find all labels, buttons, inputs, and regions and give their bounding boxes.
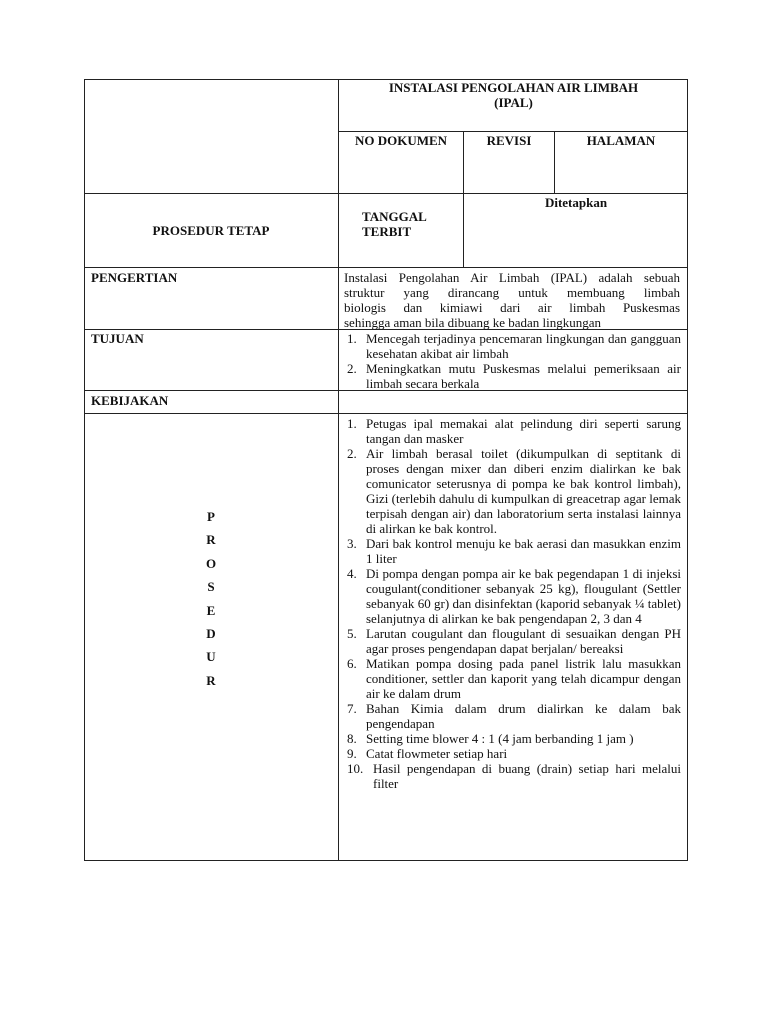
list-item: 1. Petugas ipal memakai alat pelindung diri seperti sarung tangan dan masker: [347, 416, 681, 446]
tujuan-list: [347, 331, 681, 391]
list-item: 8. Setting time blower 4 : 1 (4 jam berbanding 1 jam ): [347, 731, 634, 746]
prosedur-tetap-label: PROSEDUR TETAP: [152, 223, 270, 238]
list-item: 2. Meningkatkan mutu Puskesmas melalui pemeriksaan air limbah secara berkala: [347, 361, 681, 391]
revisi-label: REVISI: [486, 133, 532, 148]
list-item: 9. Catat flowmeter setiap hari: [347, 746, 508, 761]
kebijakan-label: KEBIJAKAN: [91, 393, 169, 408]
list-item: 6. Matikan pompa dosing pada panel listrik lalu masukkan conditioner, settler dan kaporit yang telah dicampur dengan air ke dalam drum: [347, 656, 681, 701]
table-border-left: [84, 79, 85, 861]
list-item: 1. Mencegah terjadinya pencemaran lingkungan dan gangguan kesehatan akibat air limbah: [347, 331, 681, 361]
table-border-bottom: [84, 860, 688, 861]
pengertian-label: PENGERTIAN: [91, 270, 178, 285]
list-item: 5. Larutan cougulant dan flougulant di sesuaikan dengan PH agar proses pengendapan dapat berjalan/ bereaksi: [347, 626, 681, 656]
row-divider-2: [84, 267, 688, 268]
no-dokumen-label: NO DOKUMEN: [354, 133, 448, 148]
list-item: 10. Hasil pengendapan di buang (drain) setiap hari melalui filter: [347, 761, 681, 791]
tanggal-terbit-label: TANGGAL TERBIT: [362, 209, 427, 239]
ditetapkan-label: Ditetapkan: [544, 195, 608, 210]
row-divider-5: [84, 413, 688, 414]
tujuan-label: TUJUAN: [91, 331, 144, 346]
prosedur-vertical-label: P R O S E D U R: [205, 509, 217, 688]
halaman-label: HALAMAN: [586, 133, 656, 148]
column-divider: [338, 79, 339, 861]
list-item: 3. Dari bak kontrol menuju ke bak aerasi dan masukkan enzim 1 liter: [347, 536, 681, 566]
header-divider: [339, 131, 688, 132]
prosedur-list: [347, 416, 681, 791]
document-title: INSTALASI PENGOLAHAN AIR LIMBAH (IPAL): [388, 80, 639, 110]
list-item: 7. Bahan Kimia dalam drum dialirkan ke dalam bak pengendapan: [347, 701, 681, 731]
pengertian-text: Instalasi Pengolahan Air Limbah (IPAL) adalah sebuah struktur yang dirancang untuk membuang limbah biologis dan kimiawi dari air limbah Puskesmas sehingga aman bila dibuang ke badan lingkungan: [344, 270, 680, 330]
row-divider-1: [84, 193, 688, 194]
list-item: 2. Air limbah berasal toilet (dikumpulkan di septitank di proses dengan mixer dan diberi enzim dialirkan ke bak comunicator seterusnya di pompa ke bak kontrol limbah), Gizi (terlebih dahulu di kumpulkan di greacetrap agar lemak terpisah dengan air) dan laboratorium serta instalasi lainnya di alirkan ke bak kontrol.: [347, 446, 681, 536]
list-item: 4. Di pompa dengan pompa air ke bak pegendapan 1 di injeksi cougulant(conditioner sebanyak 25 kg), flougulant (Settler sebanyak 60 gr) dan disinfektan (kaporid sebanyak ¼ tablet) selanjutnya di alirkan ke bak pengendapan 2, 3 dan 4: [347, 566, 681, 626]
